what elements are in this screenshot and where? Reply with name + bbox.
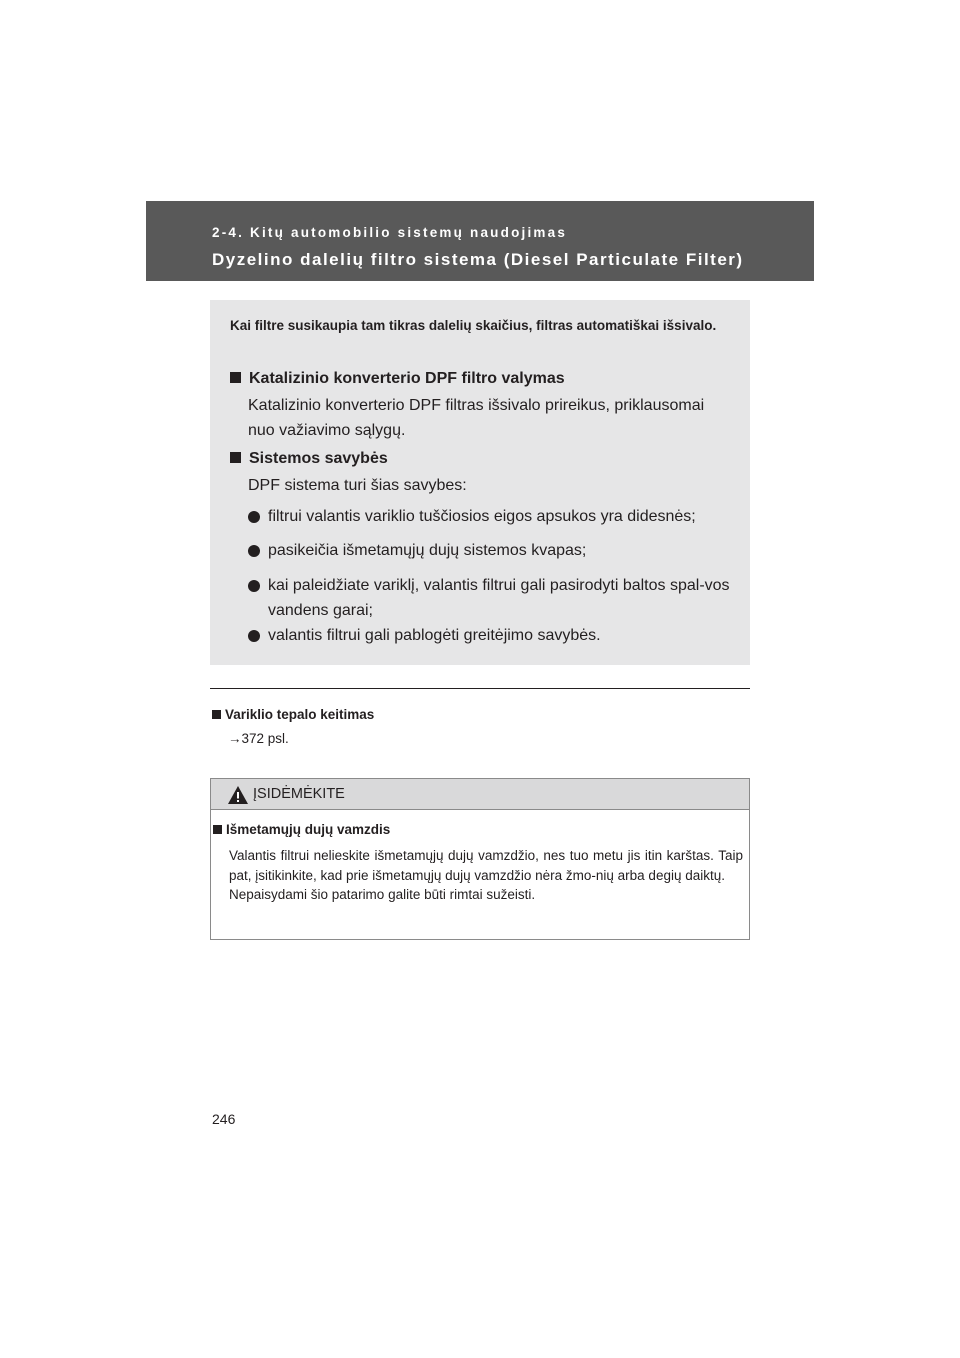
list-item-text: filtrui valantis variklio tuščiosios eigos apsukos yra didesnės;: [268, 508, 696, 525]
caution-header: [211, 779, 749, 810]
oil-change-heading-text: Variklio tepalo keitimas: [225, 707, 375, 722]
bullet-dot-icon: [248, 545, 260, 557]
bullet-dot-icon: [248, 580, 260, 592]
page-reference: →372 psl.: [228, 731, 289, 746]
divider: [210, 688, 750, 689]
chapter-header: [146, 201, 814, 281]
square-bullet-icon: [213, 825, 222, 834]
page-number: 246: [212, 1111, 236, 1127]
list-item: [248, 623, 730, 648]
system-features-text: DPF sistema turi šias savybes:: [248, 477, 467, 494]
list-item: [248, 538, 730, 563]
list-item: [248, 573, 730, 623]
list-item-text: pasikeičia išmetamųjų dujų sistemos kvapas;: [268, 542, 587, 559]
bullet-dot-icon: [248, 630, 260, 642]
caution-box: [210, 778, 750, 940]
caution-paragraph-2: Nepaisydami šio patarimo galite būti rimtai sužeisti.: [229, 887, 536, 902]
exhaust-pipe-heading-text: Išmetamųjų dujų vamzdis: [226, 822, 391, 837]
info-box: [210, 300, 750, 665]
caution-title: ĮSIDĖMĖKITE: [253, 786, 345, 802]
system-features-heading-text: Sistemos savybės: [249, 450, 388, 467]
caution-paragraph: Valantis filtrui nelieskite išmetamųjų dujų vamzdžio, nes tuo metu jis itin karštas. Taip pat, įsitikinkite, kad prie išmetamųjų dujų vamzdžio nėra žmo-nių arba degių daiktų.: [229, 848, 743, 883]
square-bullet-icon: [212, 710, 221, 719]
bullet-dot-icon: [248, 511, 260, 523]
square-bullet-icon: [230, 452, 241, 463]
dpf-cleaning-heading-text: Katalizinio konverterio DPF filtro valymas: [249, 370, 565, 387]
warning-triangle-icon: [227, 785, 249, 805]
square-bullet-icon: [230, 372, 241, 383]
dpf-cleaning-heading: [230, 370, 565, 388]
caution-text: [229, 846, 743, 905]
list-item: [248, 504, 730, 529]
system-features-heading: [230, 450, 388, 468]
dpf-cleaning-text: Katalizinio konverterio DPF filtras išsivalo prireikus, priklausomai nuo važiavimo sąlygų.: [248, 397, 705, 439]
list-item-text: kai paleidžiate variklį, valantis filtrui gali pasirodyti baltos spal-vos vandens garai;: [268, 577, 730, 619]
page-title: Dyzelino dalelių filtro sistema (Diesel Particulate Filter): [212, 250, 744, 269]
exhaust-pipe-heading: [213, 822, 390, 837]
intro-text: Kai filtre susikaupia tam tikras dalelių skaičius, filtras automatiškai išsivalo.: [230, 318, 717, 333]
list-item-text: valantis filtrui gali pablogėti greitėjimo savybės.: [268, 627, 601, 644]
section-label: 2-4. Kitų automobilio sistemų naudojimas: [212, 225, 568, 240]
oil-change-heading: [212, 707, 374, 722]
